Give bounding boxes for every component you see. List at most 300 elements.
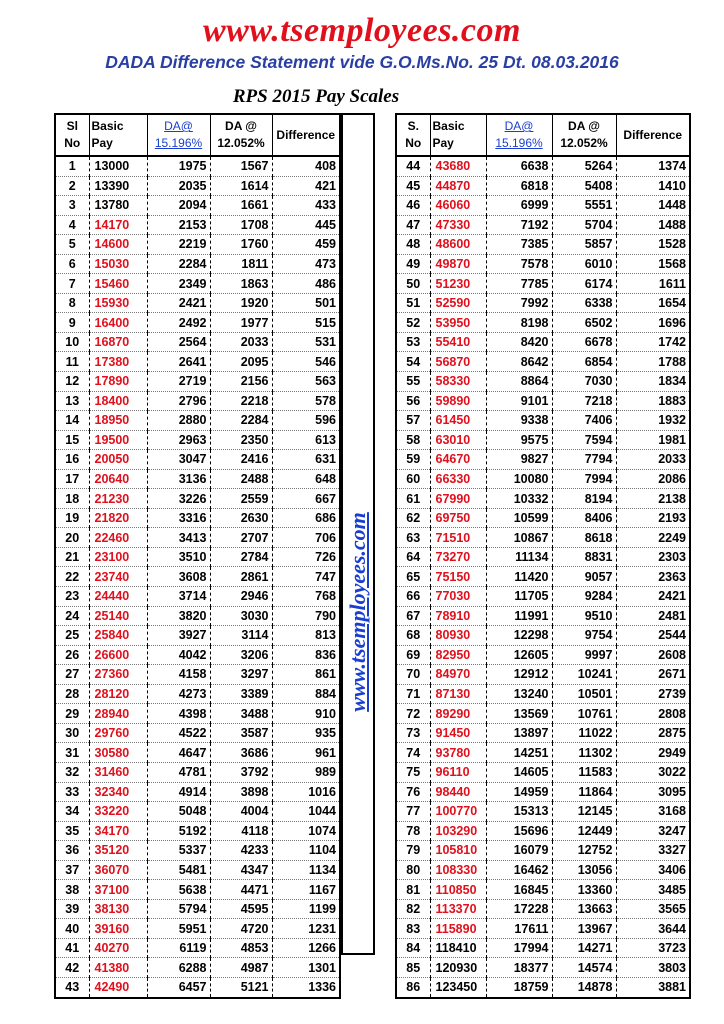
statement-subtitle: DADA Difference Statement vide G.O.Ms.No. 25 Dt. 08.03.2016 <box>105 52 619 72</box>
cell-basic-pay: 82950 <box>430 645 486 665</box>
cell-basic-pay: 22460 <box>89 528 147 548</box>
cell-da-12: 10761 <box>552 704 616 724</box>
cell-difference: 1488 <box>616 215 690 235</box>
cell-sno: 43 <box>55 977 89 997</box>
cell-basic-pay: 110850 <box>430 880 486 900</box>
cell-sno: 4 <box>55 215 89 235</box>
cell-da-12: 2946 <box>210 587 272 607</box>
cell-da-12: 5121 <box>210 977 272 997</box>
col-header-da-15[interactable] <box>486 114 552 156</box>
cell-da-15: 16079 <box>486 841 552 861</box>
cell-difference: 473 <box>272 254 340 274</box>
cell-basic-pay: 42490 <box>89 977 147 997</box>
col-header-da-15[interactable] <box>147 114 210 156</box>
cell-da-15: 5794 <box>147 899 210 919</box>
cell-sno: 48 <box>396 235 430 255</box>
cell-sno: 25 <box>55 626 89 646</box>
cell-sno: 67 <box>396 606 430 626</box>
cell-difference: 686 <box>272 508 340 528</box>
cell-sno: 10 <box>55 332 89 352</box>
cell-da-12: 1567 <box>210 156 272 176</box>
cell-da-12: 9510 <box>552 606 616 626</box>
cell-da-15: 8420 <box>486 332 552 352</box>
header-row <box>55 114 340 156</box>
cell-difference: 790 <box>272 606 340 626</box>
cell-da-12: 12145 <box>552 802 616 822</box>
cell-sno: 78 <box>396 821 430 841</box>
cell-basic-pay: 36070 <box>89 860 147 880</box>
cell-difference: 1016 <box>272 782 340 802</box>
cell-basic-pay: 71510 <box>430 528 486 548</box>
cell-da-12: 11583 <box>552 762 616 782</box>
col-header-basic-pay: Basic Pay <box>89 114 147 156</box>
cell-da-15: 4273 <box>147 684 210 704</box>
cell-da-12: 2156 <box>210 372 272 392</box>
cell-basic-pay: 56870 <box>430 352 486 372</box>
cell-da-15: 6638 <box>486 156 552 176</box>
cell-da-12: 4347 <box>210 860 272 880</box>
table-row <box>55 626 340 646</box>
cell-basic-pay: 69750 <box>430 508 486 528</box>
cell-difference: 408 <box>272 156 340 176</box>
cell-da-15: 2564 <box>147 332 210 352</box>
cell-difference: 501 <box>272 293 340 313</box>
cell-da-12: 11302 <box>552 743 616 763</box>
cell-sno: 66 <box>396 587 430 607</box>
da-15-link[interactable]: DA@ 15.196% <box>154 119 203 150</box>
cell-difference: 631 <box>272 450 340 470</box>
table-row <box>55 430 340 450</box>
table-row <box>55 606 340 626</box>
cell-basic-pay: 67990 <box>430 489 486 509</box>
cell-da-15: 17994 <box>486 938 552 958</box>
cell-da-15: 2421 <box>147 293 210 313</box>
col-header-sno: S. No <box>396 114 430 156</box>
cell-difference: 910 <box>272 704 340 724</box>
table-row <box>55 899 340 919</box>
cell-basic-pay: 34170 <box>89 821 147 841</box>
cell-difference: 2949 <box>616 743 690 763</box>
cell-da-15: 2153 <box>147 215 210 235</box>
table-row <box>55 176 340 196</box>
cell-da-15: 9101 <box>486 391 552 411</box>
cell-difference: 813 <box>272 626 340 646</box>
cell-difference: 1074 <box>272 821 340 841</box>
cell-da-12: 6010 <box>552 254 616 274</box>
table-row <box>396 762 690 782</box>
cell-da-15: 3413 <box>147 528 210 548</box>
cell-basic-pay: 58330 <box>430 372 486 392</box>
cell-da-15: 11991 <box>486 606 552 626</box>
col-header-difference: Difference <box>272 114 340 156</box>
cell-da-12: 4004 <box>210 802 272 822</box>
cell-sno: 53 <box>396 332 430 352</box>
cell-da-15: 2641 <box>147 352 210 372</box>
table-row <box>396 723 690 743</box>
cell-basic-pay: 118410 <box>430 938 486 958</box>
cell-difference: 2671 <box>616 665 690 685</box>
cell-da-12: 4118 <box>210 821 272 841</box>
cell-da-12: 1708 <box>210 215 272 235</box>
cell-sno: 77 <box>396 802 430 822</box>
cell-sno: 70 <box>396 665 430 685</box>
cell-difference: 1301 <box>272 958 340 978</box>
cell-basic-pay: 23740 <box>89 567 147 587</box>
cell-basic-pay: 51230 <box>430 274 486 294</box>
table-row <box>396 508 690 528</box>
cell-sno: 41 <box>55 938 89 958</box>
cell-basic-pay: 37100 <box>89 880 147 900</box>
cell-difference: 3644 <box>616 919 690 939</box>
cell-difference: 3327 <box>616 841 690 861</box>
cell-da-12: 9057 <box>552 567 616 587</box>
cell-da-15: 8642 <box>486 352 552 372</box>
cell-sno: 2 <box>55 176 89 196</box>
table-row <box>396 938 690 958</box>
cell-difference: 2086 <box>616 469 690 489</box>
cell-da-15: 4042 <box>147 645 210 665</box>
cell-da-15: 17228 <box>486 899 552 919</box>
cell-da-12: 8194 <box>552 489 616 509</box>
cell-da-12: 6338 <box>552 293 616 313</box>
cell-difference: 667 <box>272 489 340 509</box>
col-header-da-12: DA @ 12.052% <box>552 114 616 156</box>
cell-da-12: 4720 <box>210 919 272 939</box>
cell-sno: 71 <box>396 684 430 704</box>
cell-da-12: 2630 <box>210 508 272 528</box>
table-row <box>396 802 690 822</box>
table-row <box>396 626 690 646</box>
cell-da-15: 10332 <box>486 489 552 509</box>
cell-difference: 1374 <box>616 156 690 176</box>
cell-difference: 935 <box>272 723 340 743</box>
cell-difference: 1266 <box>272 938 340 958</box>
cell-difference: 706 <box>272 528 340 548</box>
cell-difference: 2033 <box>616 450 690 470</box>
cell-difference: 433 <box>272 196 340 216</box>
cell-da-12: 10241 <box>552 665 616 685</box>
cell-basic-pay: 33220 <box>89 802 147 822</box>
cell-sno: 84 <box>396 938 430 958</box>
cell-sno: 61 <box>396 489 430 509</box>
cell-da-15: 18377 <box>486 958 552 978</box>
cell-da-15: 9338 <box>486 411 552 431</box>
cell-basic-pay: 15030 <box>89 254 147 274</box>
cell-basic-pay: 53950 <box>430 313 486 333</box>
table-row <box>396 782 690 802</box>
cell-sno: 28 <box>55 684 89 704</box>
cell-basic-pay: 91450 <box>430 723 486 743</box>
cell-da-15: 13569 <box>486 704 552 724</box>
cell-da-12: 3389 <box>210 684 272 704</box>
cell-sno: 19 <box>55 508 89 528</box>
cell-difference: 726 <box>272 547 340 567</box>
cell-da-15: 3608 <box>147 567 210 587</box>
cell-difference: 2303 <box>616 547 690 567</box>
table-row <box>396 704 690 724</box>
table-row <box>55 215 340 235</box>
cell-da-15: 4647 <box>147 743 210 763</box>
table-row <box>55 802 340 822</box>
cell-da-12: 12449 <box>552 821 616 841</box>
table-row <box>55 235 340 255</box>
cell-da-15: 9575 <box>486 430 552 450</box>
table-row <box>55 391 340 411</box>
table-row <box>396 411 690 431</box>
cell-da-15: 4781 <box>147 762 210 782</box>
cell-sno: 32 <box>55 762 89 782</box>
cell-basic-pay: 63010 <box>430 430 486 450</box>
table-row <box>55 684 340 704</box>
cell-basic-pay: 16870 <box>89 332 147 352</box>
cell-basic-pay: 32340 <box>89 782 147 802</box>
site-title: www.tsemployees.com <box>203 12 521 49</box>
cell-sno: 42 <box>55 958 89 978</box>
cell-basic-pay: 66330 <box>430 469 486 489</box>
table-row <box>396 567 690 587</box>
table-row <box>396 293 690 313</box>
table-row <box>396 841 690 861</box>
table-row <box>55 841 340 861</box>
cell-difference: 613 <box>272 430 340 450</box>
cell-sno: 72 <box>396 704 430 724</box>
cell-sno: 79 <box>396 841 430 861</box>
cell-da-12: 14271 <box>552 938 616 958</box>
table-row <box>55 743 340 763</box>
cell-basic-pay: 123450 <box>430 977 486 997</box>
cell-sno: 44 <box>396 156 430 176</box>
cell-difference: 1167 <box>272 880 340 900</box>
cell-sno: 8 <box>55 293 89 313</box>
table-row <box>55 938 340 958</box>
table-row <box>396 606 690 626</box>
cell-sno: 21 <box>55 547 89 567</box>
cell-da-15: 7192 <box>486 215 552 235</box>
cell-basic-pay: 20640 <box>89 469 147 489</box>
cell-da-12: 7218 <box>552 391 616 411</box>
cell-da-12: 5857 <box>552 235 616 255</box>
cell-da-15: 1975 <box>147 156 210 176</box>
cell-da-15: 3226 <box>147 489 210 509</box>
cell-da-12: 13967 <box>552 919 616 939</box>
table-row <box>396 684 690 704</box>
cell-da-12: 2416 <box>210 450 272 470</box>
cell-da-12: 13663 <box>552 899 616 919</box>
cell-sno: 9 <box>55 313 89 333</box>
cell-da-15: 2796 <box>147 391 210 411</box>
cell-basic-pay: 15460 <box>89 274 147 294</box>
cell-sno: 37 <box>55 860 89 880</box>
cell-sno: 31 <box>55 743 89 763</box>
cell-da-12: 2488 <box>210 469 272 489</box>
cell-basic-pay: 100770 <box>430 802 486 822</box>
cell-sno: 24 <box>55 606 89 626</box>
cell-difference: 1336 <box>272 977 340 997</box>
cell-da-12: 5264 <box>552 156 616 176</box>
cell-difference: 421 <box>272 176 340 196</box>
cell-da-12: 8618 <box>552 528 616 548</box>
table-row <box>55 919 340 939</box>
cell-da-15: 5337 <box>147 841 210 861</box>
cell-difference: 578 <box>272 391 340 411</box>
cell-difference: 3095 <box>616 782 690 802</box>
cell-da-15: 11420 <box>486 567 552 587</box>
cell-sno: 65 <box>396 567 430 587</box>
cell-difference: 3485 <box>616 880 690 900</box>
cell-da-15: 4914 <box>147 782 210 802</box>
cell-sno: 52 <box>396 313 430 333</box>
cell-sno: 36 <box>55 841 89 861</box>
cell-sno: 15 <box>55 430 89 450</box>
cell-basic-pay: 103290 <box>430 821 486 841</box>
cell-sno: 33 <box>55 782 89 802</box>
table-row <box>396 821 690 841</box>
cell-basic-pay: 17380 <box>89 352 147 372</box>
cell-da-12: 1811 <box>210 254 272 274</box>
cell-da-12: 13360 <box>552 880 616 900</box>
cell-sno: 47 <box>396 215 430 235</box>
cell-basic-pay: 113370 <box>430 899 486 919</box>
cell-difference: 836 <box>272 645 340 665</box>
cell-da-15: 7385 <box>486 235 552 255</box>
cell-difference: 3022 <box>616 762 690 782</box>
cell-difference: 861 <box>272 665 340 685</box>
cell-sno: 12 <box>55 372 89 392</box>
cell-da-15: 2719 <box>147 372 210 392</box>
cell-da-15: 3510 <box>147 547 210 567</box>
cell-difference: 546 <box>272 352 340 372</box>
table-row <box>396 196 690 216</box>
cell-basic-pay: 49870 <box>430 254 486 274</box>
cell-da-12: 3206 <box>210 645 272 665</box>
header-row <box>396 114 690 156</box>
table-row <box>396 919 690 939</box>
cell-sno: 27 <box>55 665 89 685</box>
cell-da-12: 4987 <box>210 958 272 978</box>
cell-da-15: 4158 <box>147 665 210 685</box>
cell-da-12: 3587 <box>210 723 272 743</box>
cell-da-12: 9754 <box>552 626 616 646</box>
cell-difference: 2875 <box>616 723 690 743</box>
cell-difference: 2481 <box>616 606 690 626</box>
cell-basic-pay: 21230 <box>89 489 147 509</box>
cell-sno: 11 <box>55 352 89 372</box>
cell-difference: 3723 <box>616 938 690 958</box>
da-15-link[interactable]: DA@ 15.196% <box>495 119 543 150</box>
cell-difference: 1834 <box>616 372 690 392</box>
cell-basic-pay: 25840 <box>89 626 147 646</box>
cell-difference: 884 <box>272 684 340 704</box>
cell-sno: 39 <box>55 899 89 919</box>
cell-difference: 3168 <box>616 802 690 822</box>
table-row <box>55 567 340 587</box>
cell-da-15: 9827 <box>486 450 552 470</box>
cell-basic-pay: 47330 <box>430 215 486 235</box>
table-row <box>396 352 690 372</box>
cell-difference: 1654 <box>616 293 690 313</box>
cell-sno: 74 <box>396 743 430 763</box>
cell-da-12: 6678 <box>552 332 616 352</box>
cell-da-12: 2559 <box>210 489 272 509</box>
cell-basic-pay: 27360 <box>89 665 147 685</box>
cell-da-12: 8406 <box>552 508 616 528</box>
cell-da-15: 14959 <box>486 782 552 802</box>
cell-sno: 56 <box>396 391 430 411</box>
cell-basic-pay: 13780 <box>89 196 147 216</box>
cell-sno: 49 <box>396 254 430 274</box>
cell-da-15: 6288 <box>147 958 210 978</box>
cell-basic-pay: 46060 <box>430 196 486 216</box>
cell-da-12: 2095 <box>210 352 272 372</box>
cell-difference: 1134 <box>272 860 340 880</box>
cell-da-12: 6174 <box>552 274 616 294</box>
cell-sno: 40 <box>55 919 89 939</box>
cell-da-15: 3714 <box>147 587 210 607</box>
cell-difference: 2138 <box>616 489 690 509</box>
cell-da-15: 14251 <box>486 743 552 763</box>
cell-difference: 1696 <box>616 313 690 333</box>
cell-sno: 75 <box>396 762 430 782</box>
cell-sno: 13 <box>55 391 89 411</box>
cell-basic-pay: 52590 <box>430 293 486 313</box>
cell-da-12: 4853 <box>210 938 272 958</box>
table-row <box>396 430 690 450</box>
cell-basic-pay: 30580 <box>89 743 147 763</box>
table-row <box>55 156 340 176</box>
table-row <box>55 469 340 489</box>
cell-da-12: 1863 <box>210 274 272 294</box>
table-row <box>396 215 690 235</box>
cell-difference: 459 <box>272 235 340 255</box>
table-row <box>396 332 690 352</box>
cell-da-12: 3114 <box>210 626 272 646</box>
watermark-link[interactable]: www.tsemployees.com <box>345 512 370 712</box>
cell-sno: 76 <box>396 782 430 802</box>
cell-basic-pay: 14600 <box>89 235 147 255</box>
cell-da-15: 3820 <box>147 606 210 626</box>
cell-da-15: 6119 <box>147 938 210 958</box>
cell-basic-pay: 73270 <box>430 547 486 567</box>
cell-da-12: 11022 <box>552 723 616 743</box>
table-row <box>55 880 340 900</box>
cell-da-15: 7992 <box>486 293 552 313</box>
cell-basic-pay: 15930 <box>89 293 147 313</box>
cell-sno: 80 <box>396 860 430 880</box>
cell-da-12: 2033 <box>210 332 272 352</box>
cell-sno: 35 <box>55 821 89 841</box>
cell-sno: 69 <box>396 645 430 665</box>
table-row <box>55 860 340 880</box>
cell-sno: 14 <box>55 411 89 431</box>
cell-da-12: 14574 <box>552 958 616 978</box>
table-row <box>396 977 690 997</box>
cell-da-15: 2492 <box>147 313 210 333</box>
cell-sno: 20 <box>55 528 89 548</box>
cell-basic-pay: 44870 <box>430 176 486 196</box>
cell-basic-pay: 38130 <box>89 899 147 919</box>
cell-da-15: 3136 <box>147 469 210 489</box>
cell-da-12: 6502 <box>552 313 616 333</box>
table-row <box>396 235 690 255</box>
cell-basic-pay: 20050 <box>89 450 147 470</box>
cell-da-15: 13897 <box>486 723 552 743</box>
cell-difference: 2808 <box>616 704 690 724</box>
cell-sno: 34 <box>55 802 89 822</box>
table-row <box>396 743 690 763</box>
cell-difference: 3247 <box>616 821 690 841</box>
cell-basic-pay: 41380 <box>89 958 147 978</box>
cell-da-15: 3316 <box>147 508 210 528</box>
